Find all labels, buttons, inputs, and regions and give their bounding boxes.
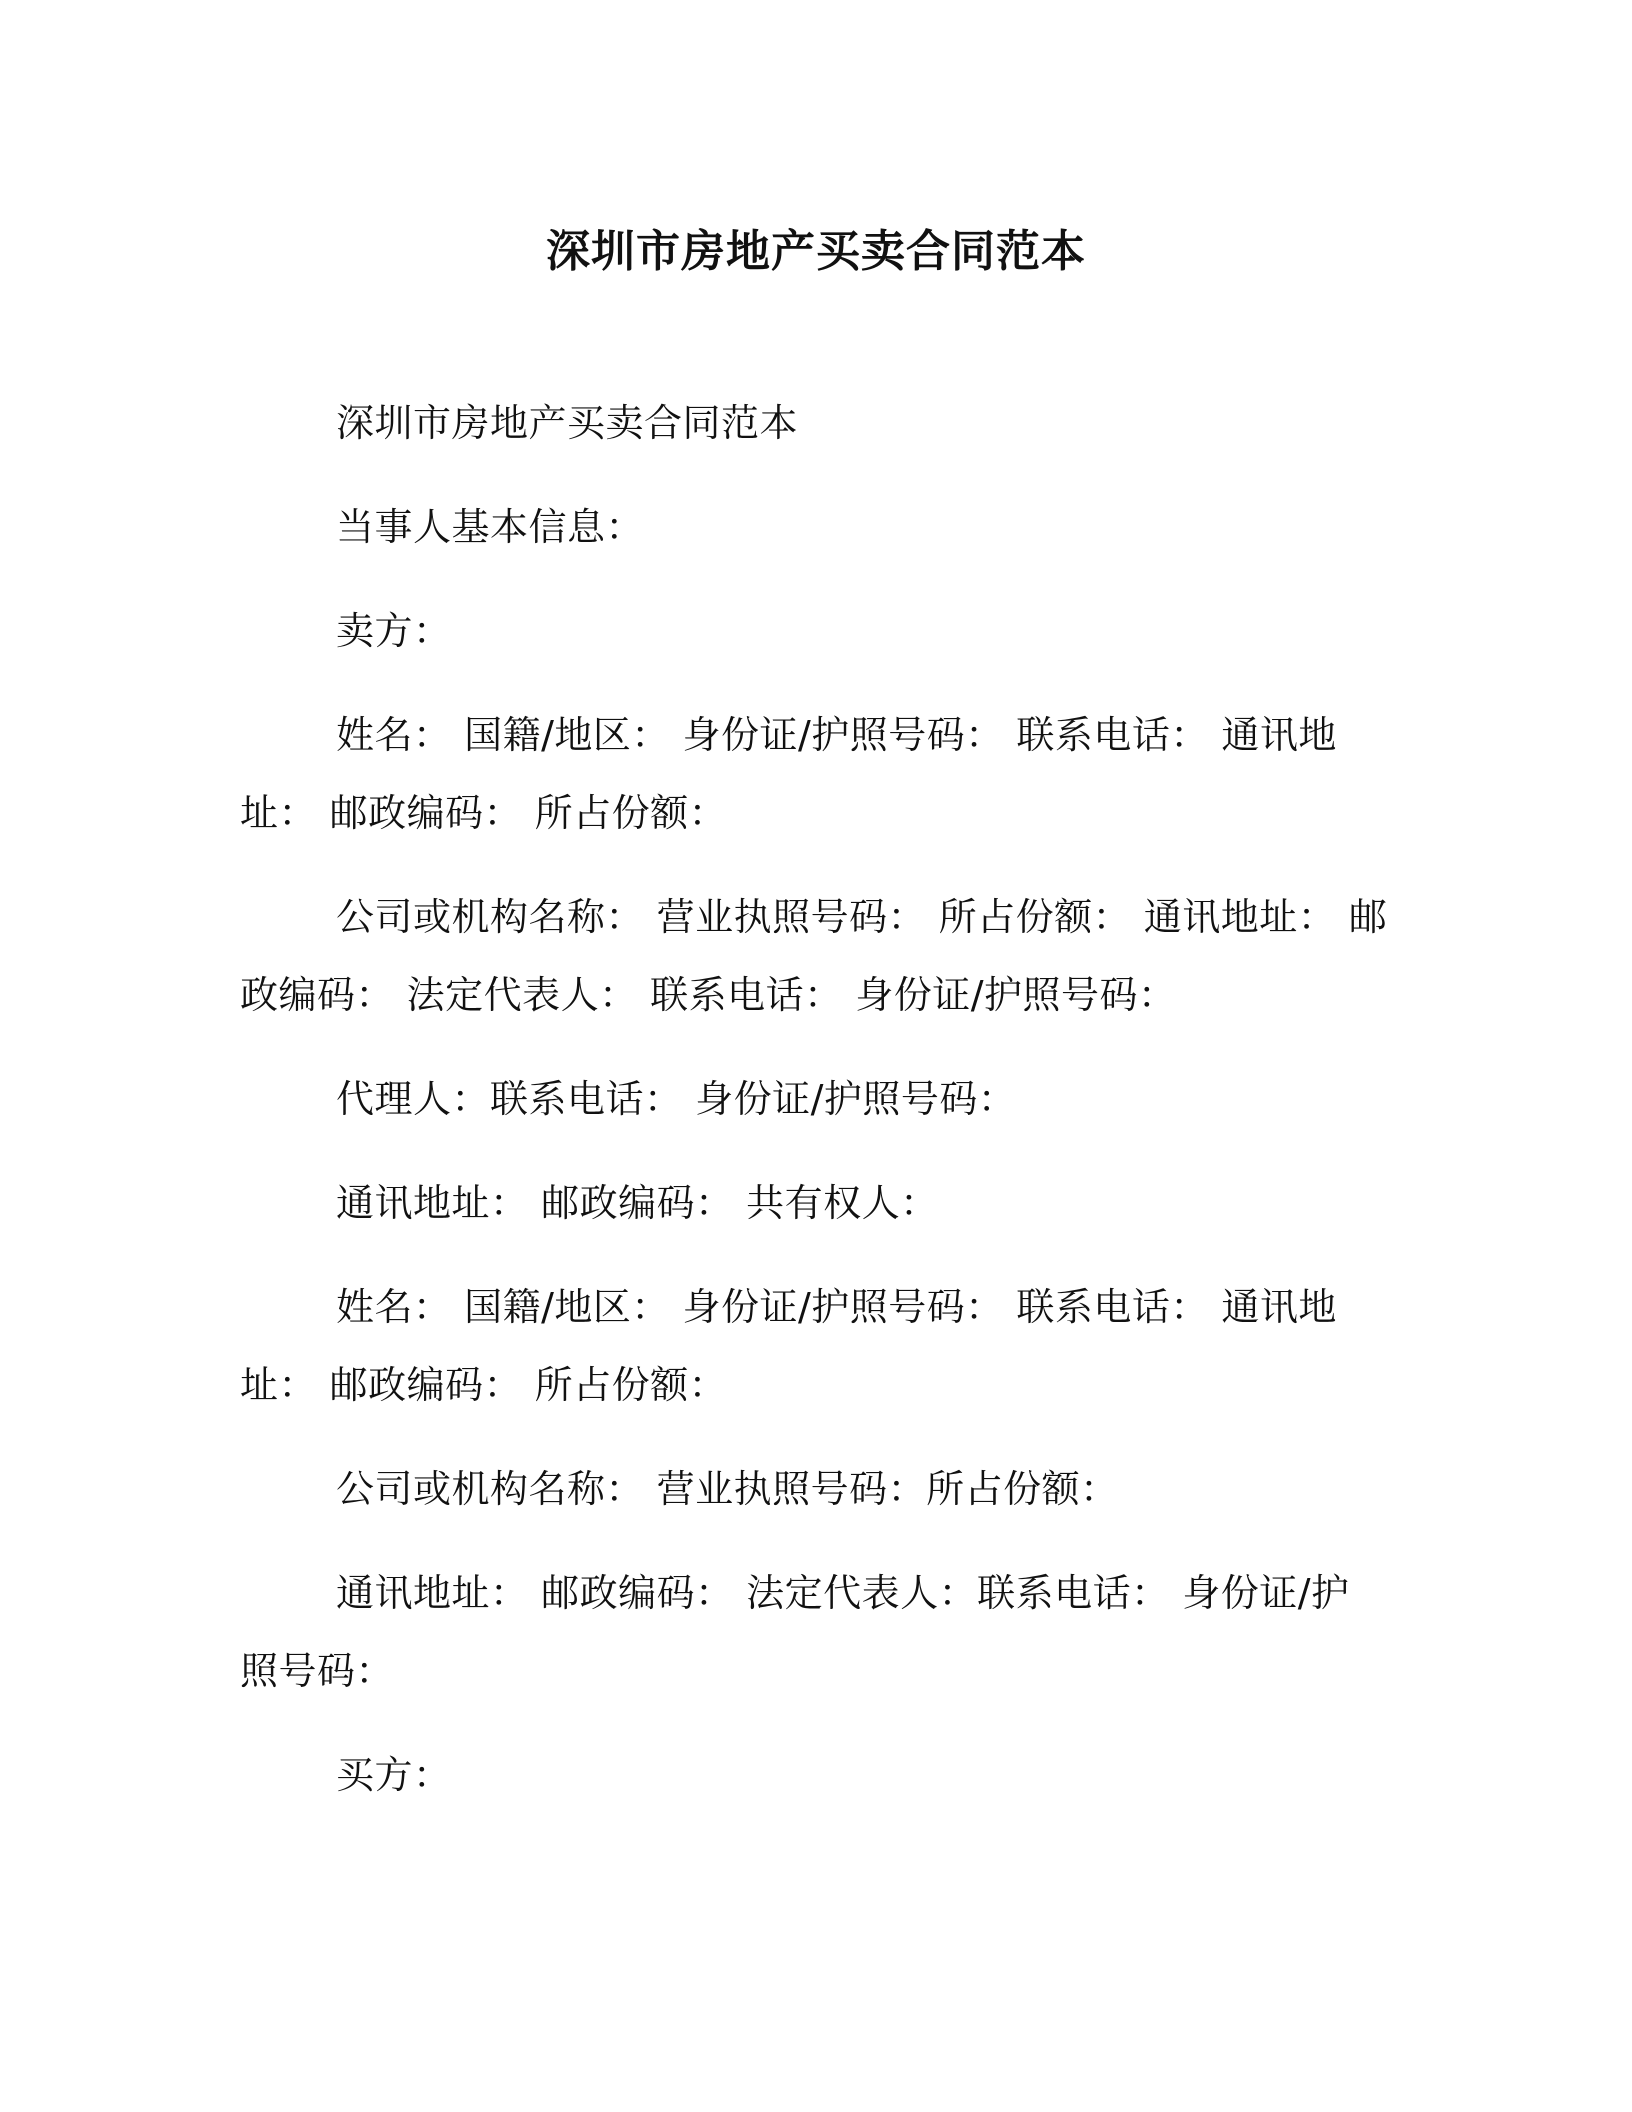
paragraph-coowner-company-fields: 公司或机构名称： 营业执照号码：所占份额： (336, 1467, 1119, 1511)
paragraph-buyer-heading: 买方： (336, 1753, 452, 1797)
paragraph-subtitle: 深圳市房地产买卖合同范本 (336, 401, 799, 445)
paragraph-parties-heading: 当事人基本信息： (336, 505, 645, 549)
paragraph-coowner-contact-fields: 通讯地址： 邮政编码： 法定代表人：联系电话： 身份证/护照号码： (240, 1571, 1350, 1693)
paragraph-seller-agent-address-fields: 通讯地址： 邮政编码： 共有权人： (336, 1181, 939, 1225)
paragraph-seller-individual-fields: 姓名： 国籍/地区： 身份证/护照号码： 联系电话： 通讯地址： 邮政编码： 所占份额： (240, 713, 1337, 835)
paragraph-seller-heading: 卖方： (336, 609, 452, 653)
paragraph-seller-company-fields: 公司或机构名称： 营业执照号码： 所占份额： 通讯地址： 邮政编码： 法定代表人： 联系电话： 身份证/护照号码： (240, 895, 1388, 1017)
paragraph-coowner-individual-fields: 姓名： 国籍/地区： 身份证/护照号码： 联系电话： 通讯地址： 邮政编码： 所占份额： (240, 1285, 1337, 1407)
document-title: 深圳市房地产买卖合同范本 (546, 226, 1086, 277)
paragraph-seller-agent-fields: 代理人：联系电话： 身份证/护照号码： (336, 1077, 1017, 1121)
